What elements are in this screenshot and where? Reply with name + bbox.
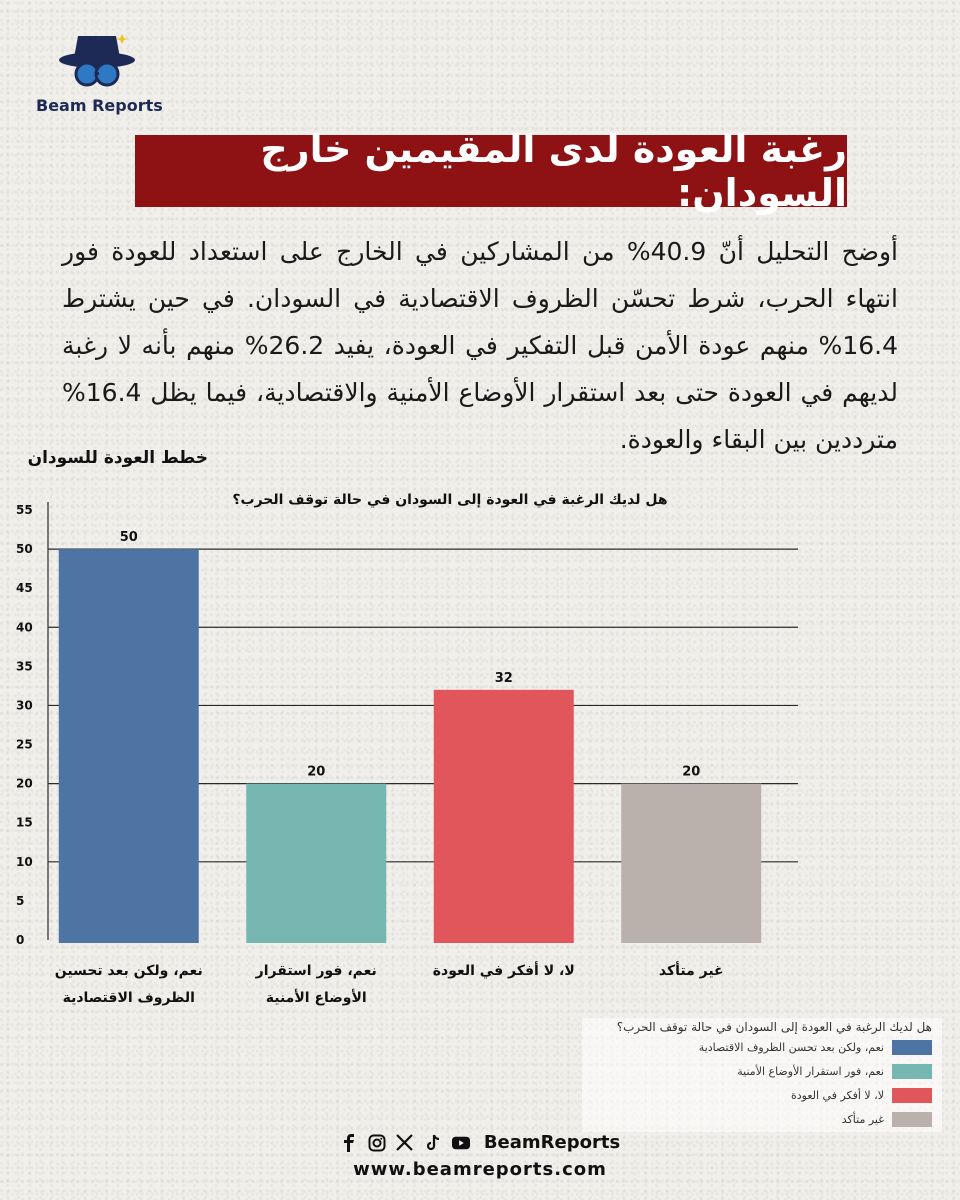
- instagram-icon[interactable]: [368, 1134, 386, 1152]
- summary-paragraph: أوضح التحليل أنّ 40.9% من المشاركين في الخارج على استعداد للعودة فور انتهاء الحرب، شرط تحسّن الظروف الاقتصادية في السودان. في حين يشترط 16.4% منهم عودة الأمن قبل التفكير في العودة، يفيد 26.2% منهم بأنه لا رغبة لديهم في العودة حتى بعد استقرار الأوضاع الأمنية والاقتصادية، فيما يظل 16.4% مترددين بين البقاء والعودة.: [62, 237, 898, 454]
- data-label: 20: [682, 764, 701, 780]
- x-tick-label: غير متأكد: [658, 963, 724, 979]
- legend-title: هل لديك الرغبة في العودة إلى السودان في حالة توقف الحرب؟: [616, 1020, 932, 1034]
- bar: [59, 549, 199, 943]
- bar: [434, 690, 574, 943]
- legend-label: لا، لا أفكر في العودة: [790, 1089, 884, 1102]
- legend-item: [791, 1088, 932, 1103]
- y-tick-label: 40: [16, 620, 33, 635]
- chart-heading: خطط العودة للسودان: [27, 448, 208, 468]
- legend-label: غير متأكد: [841, 1113, 884, 1126]
- social-row: [0, 1132, 960, 1153]
- data-label: 32: [494, 670, 513, 686]
- page-title: [135, 127, 847, 215]
- footer: [0, 1132, 960, 1180]
- bar: [621, 784, 761, 943]
- legend-item: [737, 1064, 932, 1079]
- legend-swatch: [892, 1064, 932, 1079]
- x-icon[interactable]: [396, 1134, 414, 1152]
- y-tick-label: 50: [16, 542, 33, 557]
- y-tick-label: 20: [16, 776, 33, 791]
- y-tick-label: 35: [16, 659, 33, 674]
- legend-swatch: [892, 1040, 932, 1055]
- tiktok-icon[interactable]: [424, 1134, 442, 1152]
- page-title-text: رغبة العودة لدى المقيمين خارج السودان:: [260, 127, 847, 215]
- bar-chart: [0, 500, 960, 960]
- data-label: 20: [307, 764, 326, 780]
- legend: [582, 1018, 942, 1132]
- y-tick-label: 15: [16, 815, 33, 830]
- y-tick-label: 55: [16, 503, 33, 517]
- logo: [30, 28, 163, 120]
- legend-label: نعم، فور استقرار الأوضاع الأمنية: [737, 1065, 884, 1078]
- y-tick-label: 5: [16, 893, 25, 908]
- x-tick-label: نعم، ولكن بعد تحسين الظروف الاقتصادية: [54, 963, 203, 1006]
- brand-name: BeamReports: [483, 1132, 621, 1153]
- website-link[interactable]: www.beamreports.com: [353, 1159, 607, 1180]
- chart-title: هل لديك الرغبة في العودة إلى السودان في حالة توقف الحرب؟: [232, 492, 668, 508]
- legend-item: [699, 1040, 932, 1055]
- legend-swatch: [892, 1088, 932, 1103]
- youtube-icon[interactable]: [452, 1134, 470, 1152]
- y-tick-label: 10: [16, 854, 33, 869]
- x-tick-label: لا، لا أفكر في العودة: [432, 963, 575, 979]
- logo-text: Beam Reports: [36, 96, 163, 115]
- bar: [246, 784, 386, 943]
- x-tick-label: نعم، فور استقرار الأوضاع الأمنية: [255, 963, 377, 1006]
- y-tick-label: 0: [16, 933, 25, 947]
- y-tick-label: 45: [16, 581, 33, 596]
- hat-glasses-icon: [56, 28, 138, 92]
- y-tick-label: 30: [16, 698, 33, 713]
- facebook-icon[interactable]: [340, 1134, 358, 1152]
- y-tick-label: 25: [16, 737, 33, 752]
- legend-label: نعم، ولكن بعد تحسن الظروف الاقتصادية: [698, 1041, 884, 1054]
- legend-item: [842, 1112, 932, 1127]
- data-label: 50: [119, 530, 138, 546]
- legend-swatch: [892, 1112, 932, 1127]
